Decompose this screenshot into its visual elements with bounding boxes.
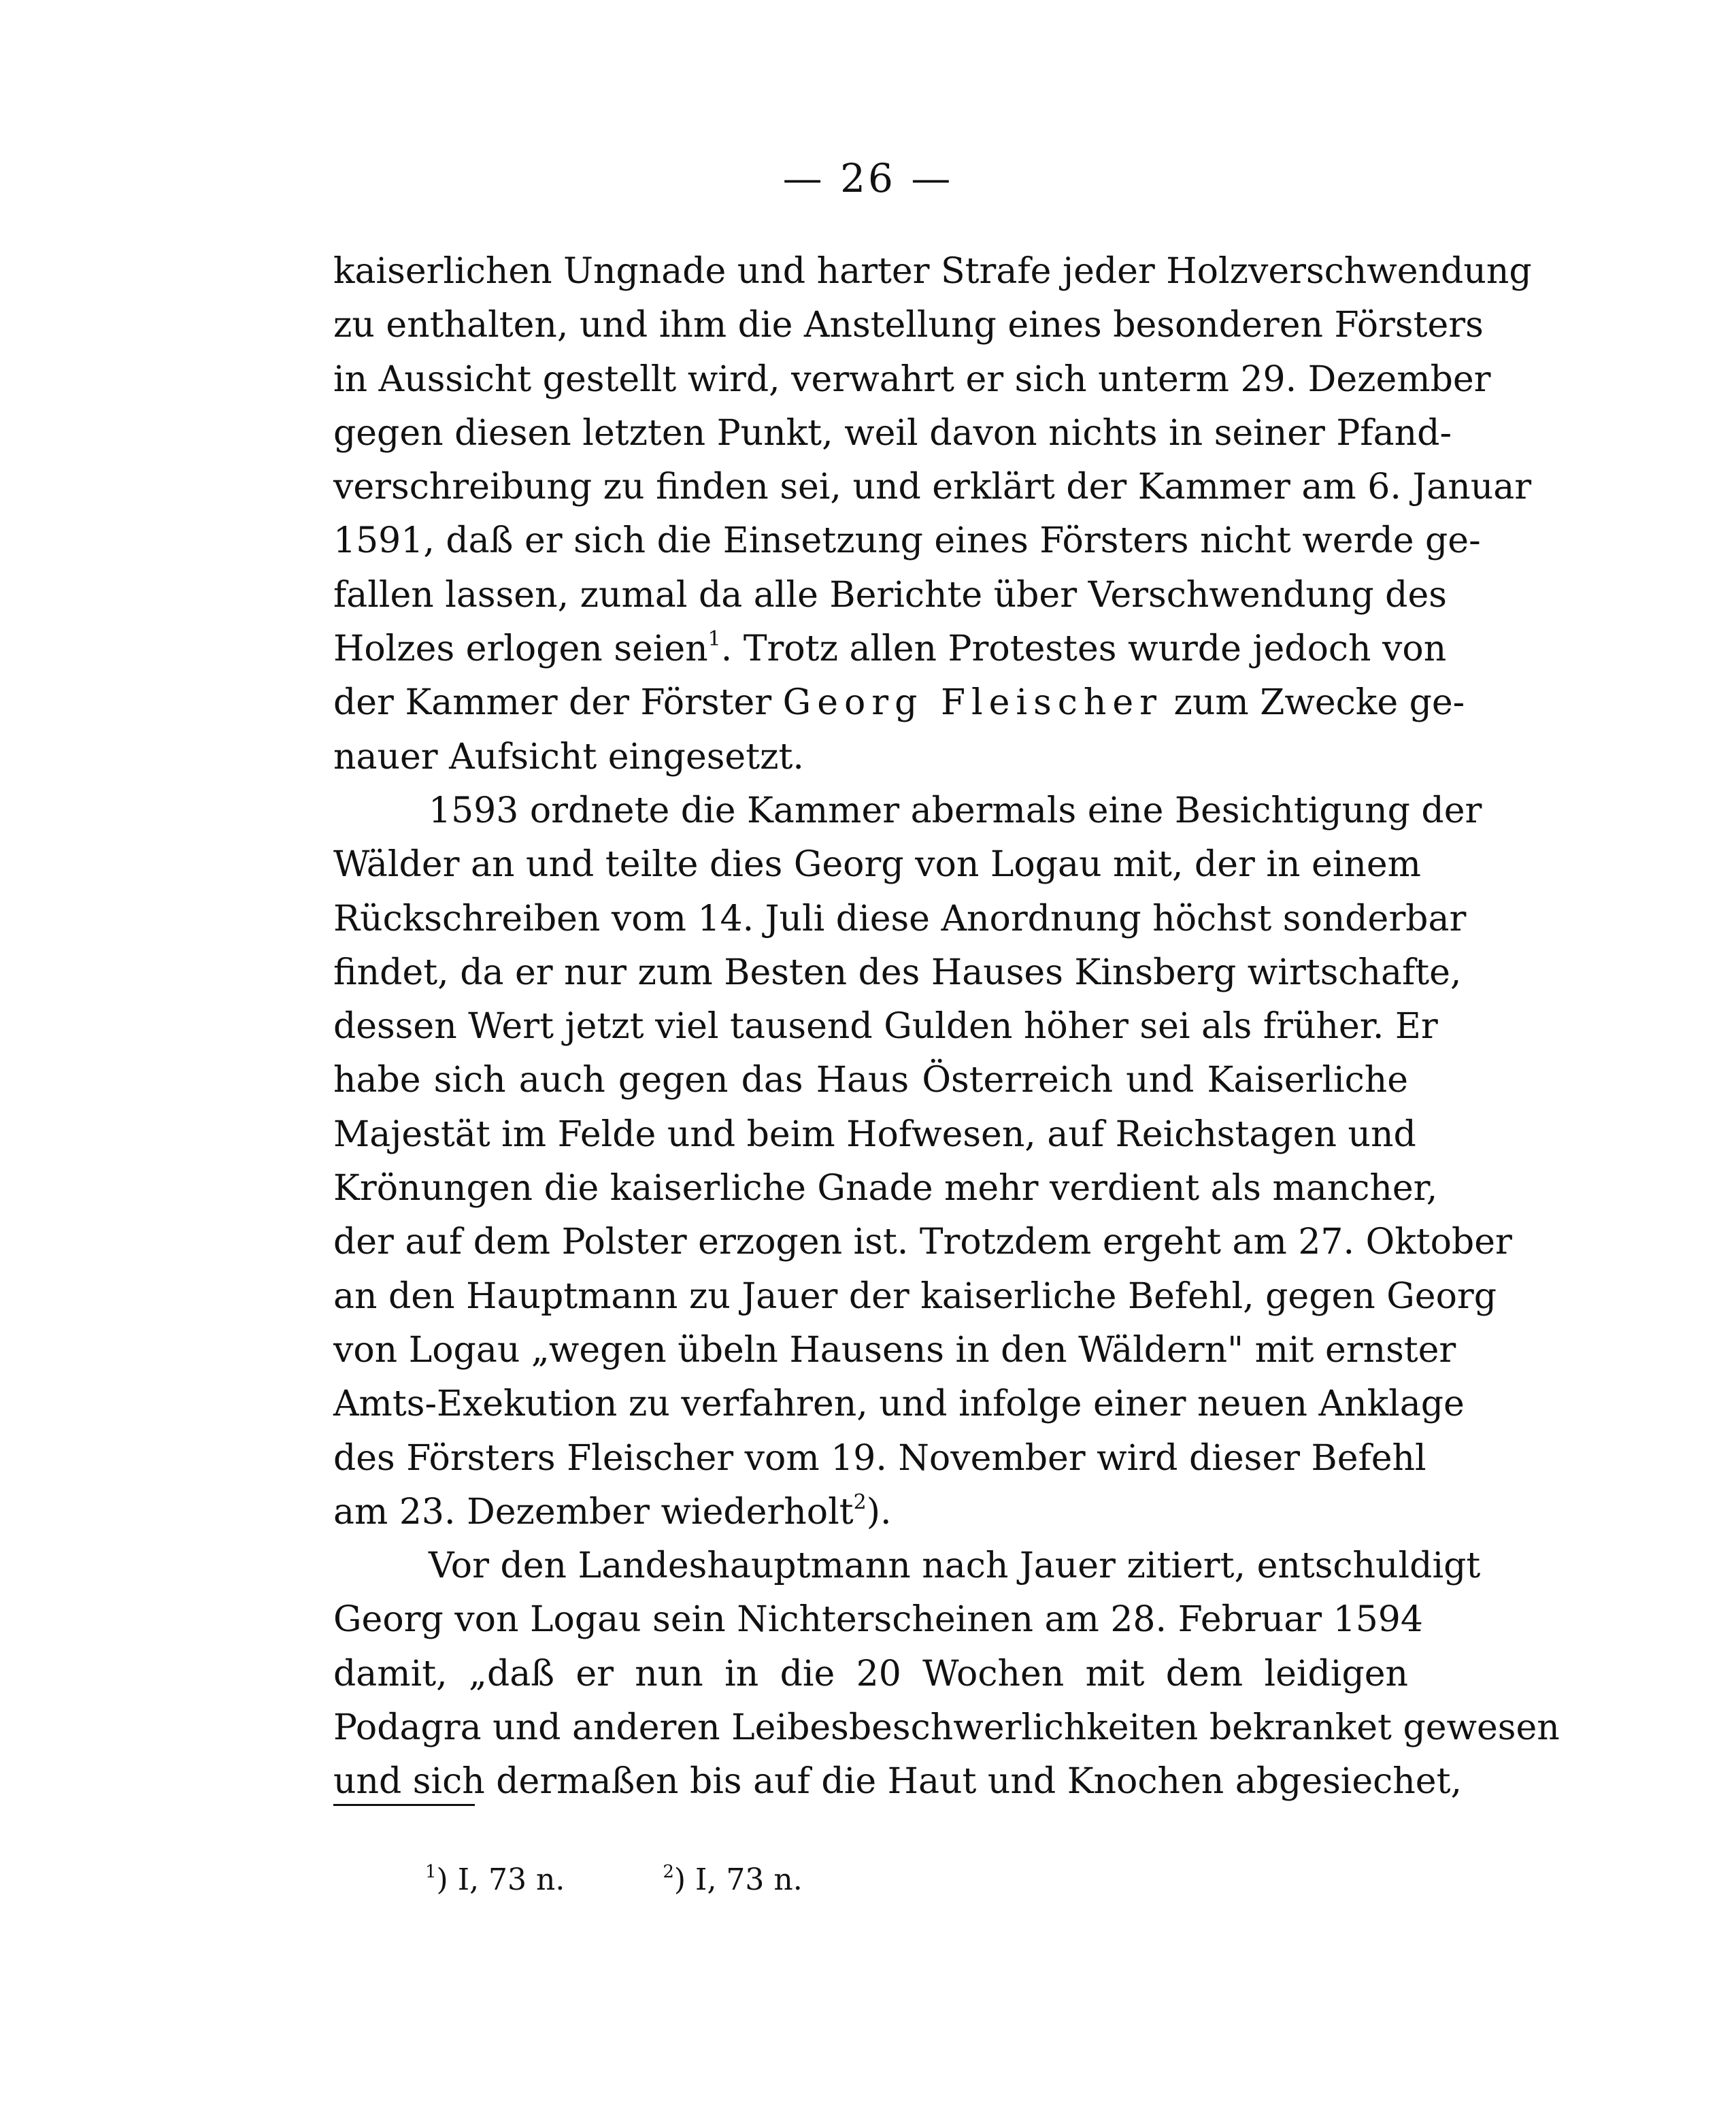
text-line: Amts-Exekution zu verfahren, und infolge einer neuen Anklage	[333, 1384, 1465, 1425]
footnotes	[425, 1862, 891, 1897]
text-line	[333, 622, 1447, 676]
page-number: — 26 —	[782, 155, 954, 201]
text-segment: zum Zwecke ge-	[1173, 682, 1465, 724]
text-line: zu enthalten, und ihm die Anstellung eines besonderen Försters	[333, 305, 1484, 346]
spaced-name: Georg Fleischer	[782, 682, 1163, 724]
text-line: Wälder an und teilte dies Georg von Logau mit, der in einem	[333, 844, 1421, 886]
text-segment: Holzes erlogen seien	[333, 629, 708, 670]
text-line: kaiserlichen Ungnade und harter Strafe jeder Holzverschwendung	[333, 251, 1532, 292]
text-line: fallen lassen, zumal da alle Berichte über Verschwendung des	[333, 574, 1447, 616]
text-line: gegen diesen letzten Punkt, weil davon nichts in seiner Pfand-	[333, 412, 1452, 454]
text-line: Majestät im Felde und beim Hofwesen, auf Reichstagen und	[333, 1114, 1416, 1155]
text-segment: der Kammer der Förster	[333, 682, 772, 724]
text-line: verschreibung zu finden sei, und erklärt der Kammer am 6. Januar	[333, 467, 1532, 508]
footnote-marker: 1	[707, 627, 721, 652]
text-line: habe sich auch gegen das Haus Österreich und Kaiserliche	[333, 1060, 1408, 1101]
text-line	[333, 676, 1465, 730]
text-line: damit, „daß er nun in die 20 Wochen mit dem leidigen	[333, 1653, 1408, 1694]
footnote-text: ) I, 73 n.	[673, 1862, 803, 1897]
footnote-text: ) I, 73 n.	[436, 1862, 565, 1897]
text-line: findet, da er nur zum Besten des Hauses Kinsberg wirtschafte,	[333, 952, 1462, 993]
footnote-divider	[333, 1804, 475, 1806]
text-line: der auf dem Polster erzogen ist. Trotzdem ergeht am 27. Oktober	[333, 1222, 1512, 1263]
text-line: 1593 ordnete die Kammer abermals eine Besichtigung der	[429, 790, 1482, 831]
text-segment: ).	[866, 1491, 892, 1533]
text-line: Georg von Logau sein Nichterscheinen am 28. Februar 1594	[333, 1599, 1423, 1641]
footnote-mark: 1	[425, 1862, 437, 1882]
text-line	[333, 1486, 1408, 1539]
footnote	[425, 1862, 565, 1897]
body-text	[333, 245, 1560, 1809]
text-line: 1591, daß er sich die Einsetzung eines Försters nicht werde ge-	[333, 520, 1481, 562]
text-line: Rückschreiben vom 14. Juli diese Anordnung höchst sonderbar	[333, 898, 1467, 939]
text-line: Podagra und anderen Leibesbeschwerlichkeiten bekranket gewesen	[333, 1707, 1560, 1749]
text-line: von Logau „wegen übeln Hausens in den Wäldern" mit ernster	[333, 1329, 1456, 1371]
text-line: an den Hauptmann zu Jauer der kaiserliche Befehl, gegen Georg	[333, 1275, 1497, 1317]
footnote-marker: 2	[853, 1490, 867, 1514]
footnote-mark: 2	[663, 1862, 674, 1882]
text-segment: . Trotz allen Protestes wurde jedoch von	[720, 629, 1447, 670]
text-line: nauer Aufsicht eingesetzt.	[333, 736, 804, 777]
text-line: und sich dermaßen bis auf die Haut und Knochen abgesiechet,	[333, 1761, 1462, 1803]
text-line: dessen Wert jetzt viel tausend Gulden höher sei als früher. Er	[333, 1006, 1438, 1048]
text-line: Vor den Landeshauptmann nach Jauer zitiert, entschuldigt	[429, 1545, 1481, 1587]
text-line: in Aussicht gestellt wird, verwahrt er sich unterm 29. Dezember	[333, 358, 1491, 400]
footnote	[663, 1862, 802, 1897]
text-line: Krönungen die kaiserliche Gnade mehr verdient als mancher,	[333, 1168, 1438, 1209]
text-segment: am 23. Dezember wiederholt	[333, 1491, 854, 1533]
text-line: des Försters Fleischer vom 19. November wird dieser Befehl	[333, 1437, 1426, 1479]
